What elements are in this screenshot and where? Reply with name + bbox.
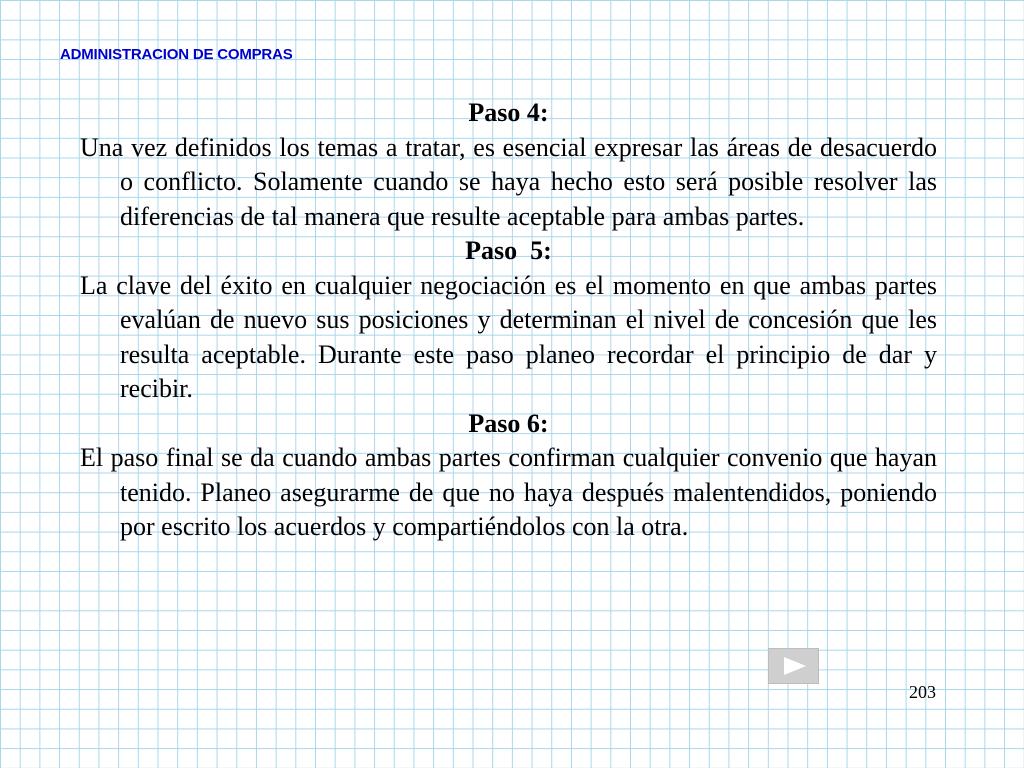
step-5-title: Paso 5:: [465, 236, 552, 265]
step-4-text: Una vez definidos los temas a tratar, es esencial expresar las áreas de desacuerdo o conflicto. Solamente cuando se haya hecho esto será posible resolver las diferencias de tal manera que resulte aceptable para ambas partes.: [80, 132, 937, 231]
slide-header-title: ADMINISTRACION DE COMPRAS: [60, 46, 293, 63]
step-5-text: La clave del éxito en cualquier negociación es el momento en que ambas partes evalúan de nuevo sus posiciones y determinan el nivel de concesión que les resulta aceptable. Durante este paso planeo recordar el principio de dar y recibir.: [80, 270, 937, 403]
next-slide-button[interactable]: [768, 648, 819, 684]
page-number: 203: [909, 682, 936, 702]
step-6-title: Paso 6:: [468, 408, 549, 438]
step-6-text: El paso final se da cuando ambas partes confirman cualquier convenio que hayan tenido. Planeo asegurarme de que no haya después malentendidos, poniendo por escrito los acuerdos y compartiéndolos con la otra.: [80, 443, 937, 541]
slide-content: [80, 96, 937, 545]
step-4-title: Paso 4:: [468, 98, 549, 127]
play-arrow-icon: [782, 656, 808, 676]
